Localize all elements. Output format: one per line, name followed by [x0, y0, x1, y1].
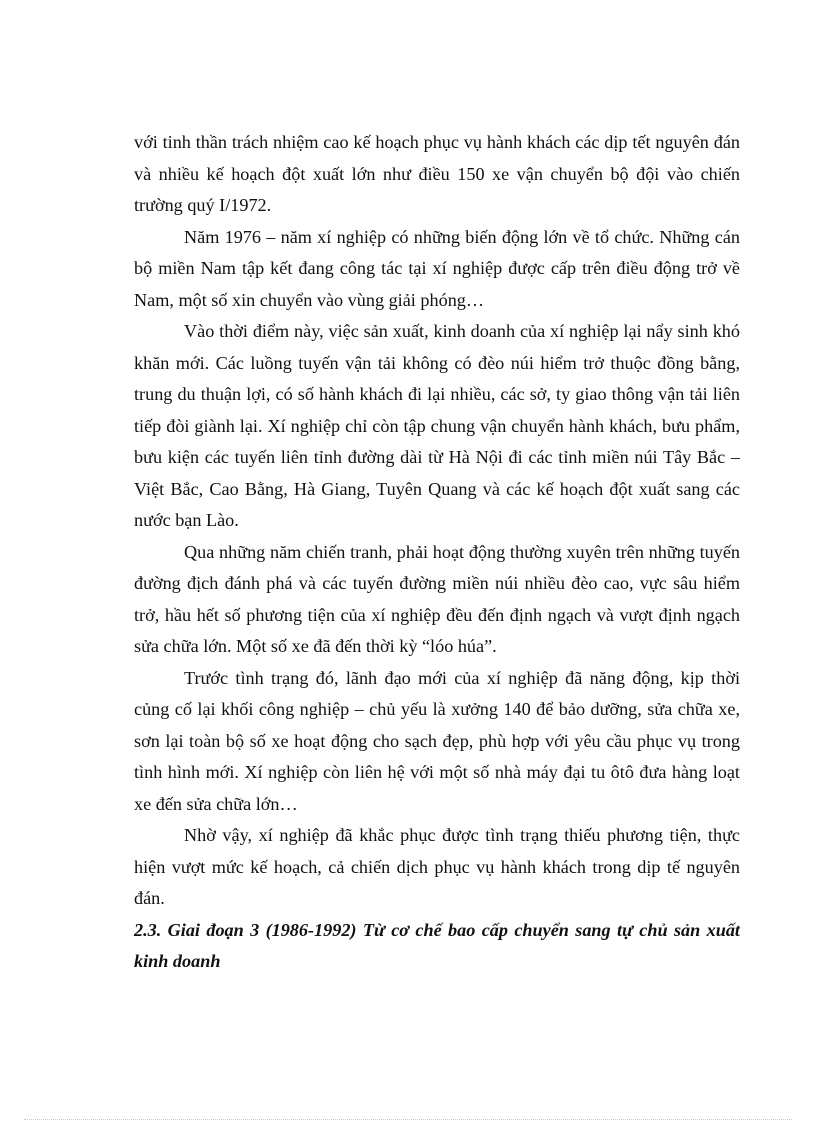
document-body — [134, 127, 740, 978]
page-bottom-divider — [24, 1119, 792, 1120]
paragraph-result: Nhờ vậy, xí nghiệp đã khắc phục được tình trạng thiếu phương tiện, thực hiện vượt mức kế hoạch, cả chiến dịch phục vụ hành khách trong dịp tế nguyên đán. — [134, 825, 740, 908]
section-heading: 2.3. Giai đoạn 3 (1986-1992) Từ cơ chế bao cấp chuyển sang tự chủ sản xuất kinh doanh — [134, 919, 740, 971]
paragraph-continuation: với tinh thần trách nhiệm cao kế hoạch phục vụ hành khách các dịp tết nguyên đán và nhiều kế hoạch đột xuất lớn như điều 150 xe vận chuyển bộ đội vào chiến trường quý I/1972. — [134, 132, 740, 215]
paragraph-leadership: Trước tình trạng đó, lãnh đạo mới của xí nghiệp đã năng động, kịp thời củng cố lại khối công nghiệp – chủ yếu là xưởng 140 để bảo dưỡng, sửa chữa xe, sơn lại toàn bộ số xe hoạt động cho sạch đẹp, phù hợp với yêu cầu phục vụ trong tình hình mới. Xí nghiệp còn liên hệ với một số nhà máy đại tu ôtô đưa hàng loạt xe đến sửa chữa lớn… — [134, 667, 740, 814]
paragraph-1976: Năm 1976 – năm xí nghiệp có những biến động lớn về tổ chức. Những cán bộ miền Nam tập kết đang công tác tại xí nghiệp được cấp trên điều động trở về Nam, một số xin chuyển vào vùng giải phóng… — [134, 226, 740, 310]
paragraph-difficulties: Vào thời điểm này, việc sản xuất, kinh doanh của xí nghiệp lại nẩy sinh khó khăn mới. Các luồng tuyến vận tải không có đèo núi hiểm trở thuộc đồng bằng, trung du thuận lợi, có số hành khách đi lại nhiều, các sở, ty giao thông vận tải liên tiếp đòi giành lại. Xí nghiệp chỉ còn tập chung vận chuyển hành khách, bưu phẩm, bưu kiện các tuyến liên tỉnh đường dài từ Hà Nội đi các tỉnh miền núi Tây Bắc – Việt Bắc, Cao Bằng, Hà Giang, Tuyên Quang và các kế hoạch đột xuất sang các nước bạn Lào. — [134, 321, 740, 530]
paragraph-war-years: Qua những năm chiến tranh, phải hoạt động thường xuyên trên những tuyến đường địch đánh phá và các tuyến đường miền núi nhiều đèo cao, vực sâu hiểm trở, hầu hết số phương tiện của xí nghiệp đều đến định ngạch và vượt định ngạch sửa chữa lớn. Một số xe đã đến thời kỳ “lóo húa”. — [134, 541, 740, 656]
